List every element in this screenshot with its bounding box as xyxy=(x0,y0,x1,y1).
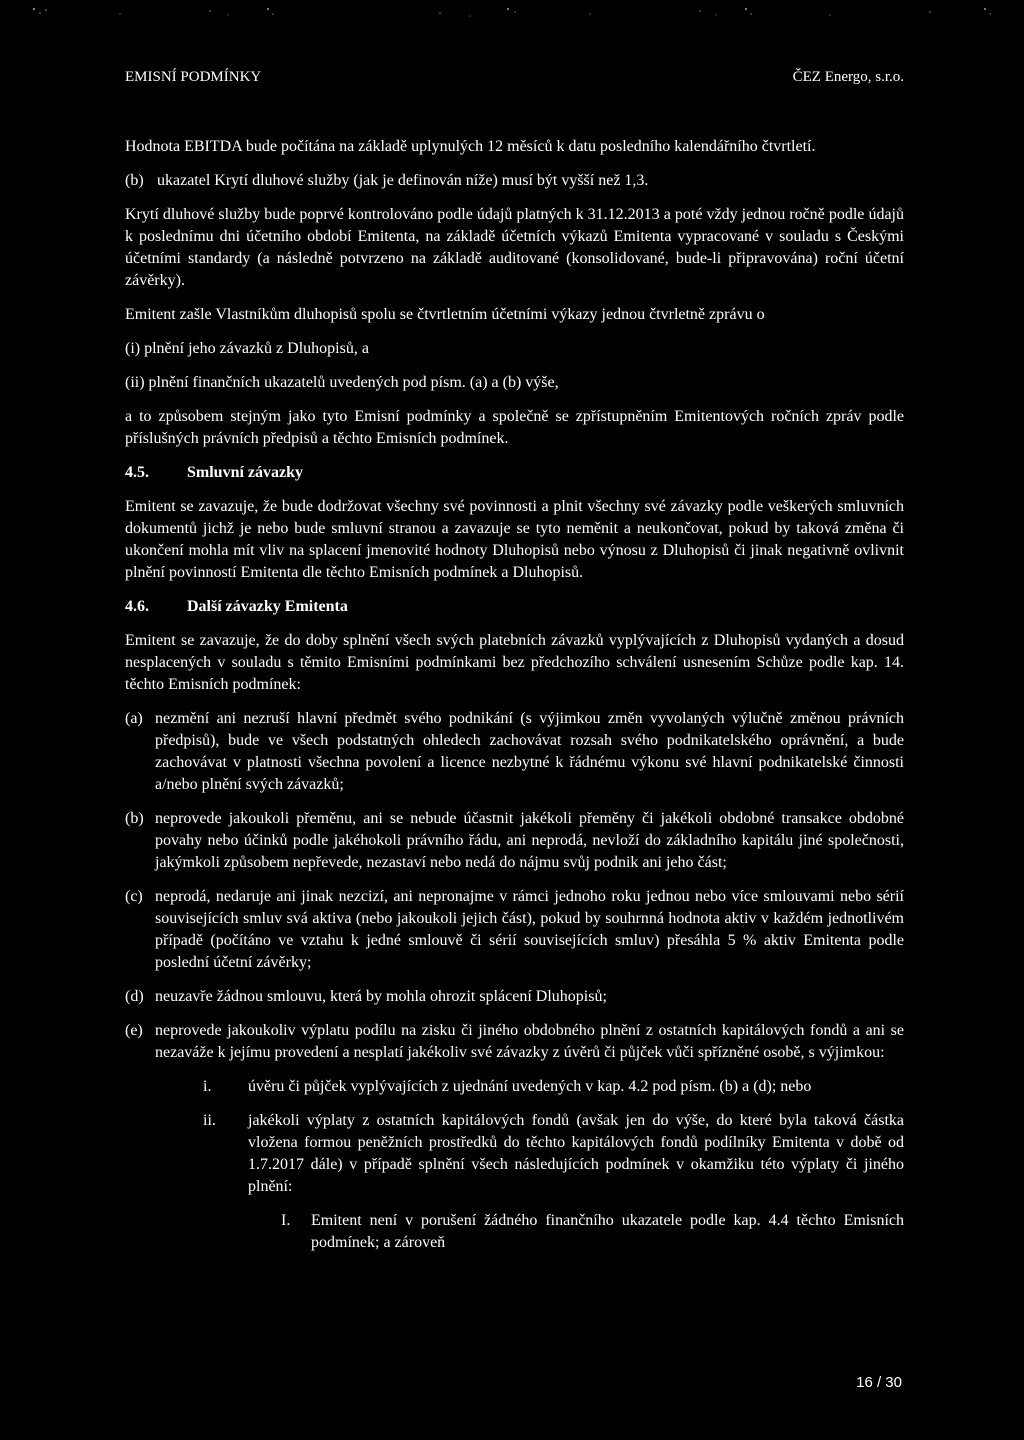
condition-b-label: (b) xyxy=(125,172,144,189)
page-number: 16 / 30 xyxy=(856,1374,902,1391)
condition-b-text: ukazatel Krytí dluhové služby (jak je definován níže) musí být vyšší než 1,3. xyxy=(157,172,649,189)
section-heading-4-5 xyxy=(125,462,904,484)
list-item xyxy=(125,708,904,796)
section-title: Další závazky Emitenta xyxy=(187,598,348,615)
list-item-text: neprovede jakoukoliv výplatu podílu na zisku či jiného obdobného plnění z ostatních kapitálových fondů a ani se nezaváže k jejímu provedení a nesplatí jakékoliv své závazky z úvěrů či půjček vůči spřízněné osobě, s výjimkou: xyxy=(155,1022,904,1061)
list-item-text: neuzavře žádnou smlouvu, která by mohla ohrozit splácení Dluhopisů; xyxy=(155,988,607,1005)
section-heading-4-6 xyxy=(125,596,904,618)
list-item-text: nezmění ani nezruší hlavní předmět svého podnikání (s výjimkou změn vyvolaných výlučně změnou právních předpisů), bude ve všech podstatných ohledech zachovávat rozsah svého podnikatelského oprávnění, a bude zachovávat v platnosti všechna povolení a licence nezbytné k řádnému výkonu své hlavní podnikatelské činnosti a/nebo plnění svých závazků; xyxy=(155,710,904,793)
exception-item-ii xyxy=(203,1110,904,1198)
list-item xyxy=(125,886,904,974)
exception-text: jakékoli výplaty z ostatních kapitálových fondů (avšak jen do výše, do které byla taková částka vložena formou peněžních prostředků do těchto kapitálových fondů podílníky Emitenta v době od 1.7.2017 dále) v případě splnění všech následujících podmínek v okamžiku této výplaty či jiného plnění: xyxy=(248,1112,904,1195)
list-item-label: (e) xyxy=(125,1022,143,1039)
company-name: ČEZ Energo, s.r.o. xyxy=(792,69,904,85)
paragraph-ebitda: Hodnota EBITDA bude počítána na základě uplynulých 12 měsíců k datu posledního kalendářního čtvrtletí. xyxy=(125,138,816,155)
list-item xyxy=(125,986,904,1008)
paragraph-kryti: Krytí dluhové služby bude poprvé kontrolováno podle údajů platných k 31.12.2013 a poté vždy jednou ročně podle údajů k poslednímu dni účetního období Emitenta, na základě účetních výkazů Emitenta vypracované v souladu s Českými účetními standardy (a následně potvrzeno na základě auditované (konsolidované, bude-li připravována) roční účetní závěrky). xyxy=(125,206,904,289)
condition-label: I. xyxy=(281,1212,291,1229)
list-item-label: (c) xyxy=(125,888,143,905)
list-item-text: neprovede jakoukoli přeměnu, ani se nebude účastnit jakékoli přeměny či jakékoli obdobné transakce obdobné povahy nebo účinků podle jakéhokoli právního řádu, ani neprodá, nevloží do základního kapitálu jiné společnosti, jakýmkoli způsobem nepřevede, nezastaví nebo nedá do nájmu svůj podnik ani jeho část; xyxy=(155,810,904,871)
exception-item-i xyxy=(203,1076,904,1098)
condition-item-I xyxy=(281,1210,904,1254)
condition-b xyxy=(125,170,904,192)
exception-text: úvěru či půjček vyplývajících z ujednání uvedených v kap. 4.2 pod písm. (b) a (d); nebo xyxy=(248,1078,812,1095)
section-title: Smluvní závazky xyxy=(187,464,304,481)
paragraph-4-6: Emitent se zavazuje, že do doby splnění všech svých platebních závazků vyplývajících z Dluhopisů vydaných a dosud nesplacených v souladu s těmito Emisními podmínkami bez předchozího schválení usnesením Schůze podle kap. 14. těchto Emisních podmínek: xyxy=(125,632,904,693)
list-item xyxy=(125,808,904,874)
paragraph-report: Emitent zašle Vlastníkům dluhopisů spolu se čtvrtletním účetními výkazy jednou čtvrletně zprávu o xyxy=(125,306,765,323)
list-item-label: (a) xyxy=(125,710,143,727)
condition-text: Emitent není v porušení žádného finančního ukazatele podle kap. 4.4 těchto Emisních podmínek; a zároveň xyxy=(311,1212,904,1251)
section-number: 4.6. xyxy=(125,598,149,615)
paragraph-manner: a to způsobem stejným jako tyto Emisní podmínky a společně se zpřístupněním Emitentových ročních zpráv podle příslušných právních předpisů a těchto Emisních podmínek. xyxy=(125,408,904,447)
report-item-ii: (ii) plnění finančních ukazatelů uvedených pod písm. (a) a (b) výše, xyxy=(125,374,559,391)
list-item-label: (b) xyxy=(125,810,144,827)
list-item xyxy=(125,1020,904,1064)
paragraph-4-5: Emitent se zavazuje, že bude dodržovat všechny své povinnosti a plnit všechny své závazky podle veškerých smluvních dokumentů jichž je nebo bude smluvní stranou a zavazuje se tyto neměnit a neukončovat, pokud by taková změna či ukončení mohla mít vliv na splacení jmenovité hodnoty Dluhopisů nebo výnosu z Dluhopisů či jinak negativně ovlivnit plnění povinností Emitenta dle těchto Emisních podmínek a Dluhopisů. xyxy=(125,498,904,581)
exception-label: ii. xyxy=(203,1112,216,1129)
document-body xyxy=(125,136,904,1266)
page-header xyxy=(125,66,904,88)
list-item-text: neprodá, nedaruje ani jinak nezcizí, ani nepronajme v rámci jednoho roku jednou nebo více smlouvami nebo sérií souvisejících smluv svá aktiva (nebo jakoukoli jejich část), pokud by souhrnná hodnota aktiv v každém jednotlivém případě (počítáno ve vztahu k jedné smlouvě či sérií souvisejících smluv) přesáhla 5 % aktiv Emitenta podle poslední účetní závěrky; xyxy=(155,888,904,971)
exception-label: i. xyxy=(203,1078,212,1095)
section-number: 4.5. xyxy=(125,464,149,481)
scan-noise xyxy=(0,6,1024,18)
report-item-i: (i) plnění jeho závazků z Dluhopisů, a xyxy=(125,340,369,357)
list-item-label: (d) xyxy=(125,988,144,1005)
document-title: EMISNÍ PODMÍNKY xyxy=(125,69,262,85)
